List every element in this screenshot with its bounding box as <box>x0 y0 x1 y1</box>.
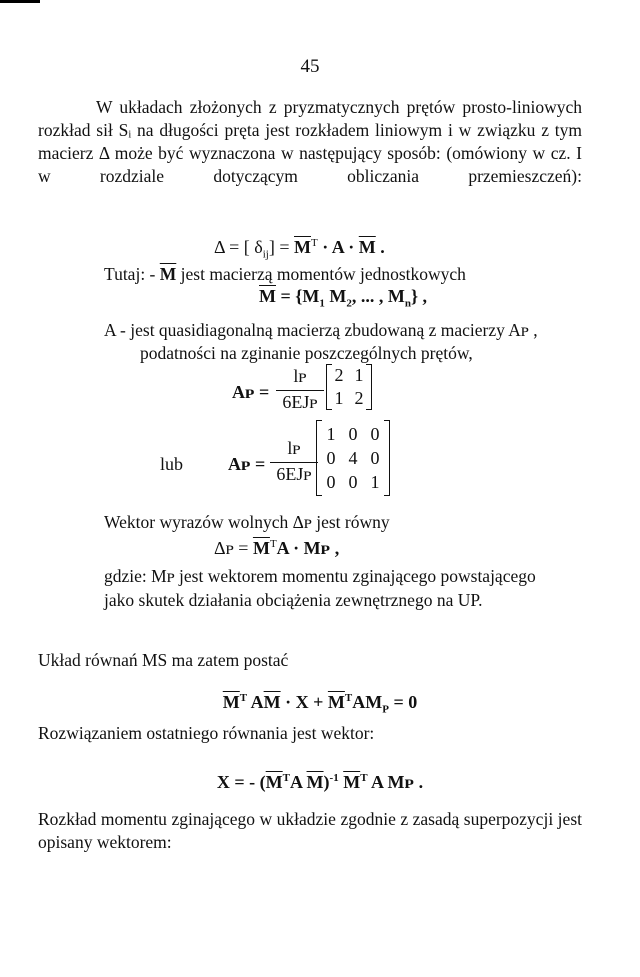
eq-ms-s2: T <box>344 692 353 704</box>
wektor-line: Wektor wyrazów wolnych Δᴘ jest równy <box>104 512 390 532</box>
ap1-den: 6EJᴘ <box>282 392 318 412</box>
eq-delta-end: . <box>375 237 385 257</box>
lub-label: lub <box>160 454 184 474</box>
eq-dp-sup: T <box>269 538 277 550</box>
eq-x-a: A <box>290 772 307 792</box>
ap2-cell: 0 <box>348 472 358 492</box>
ap2-num: lᴘ <box>287 438 301 458</box>
eq-x-inv: -1 <box>329 772 339 784</box>
paragraph-intro: W układach złożonych z pryzmatycznych prętów prosto-liniowych rozkład sił Sᵢ na długości pręta jest rozkładem liniowym i w związku z tym macierz Δ może być wyznaczona w następujący sposób: (omówiony w cz. I w rozdziale dotyczącym obliczania przemieszczeń): <box>38 97 582 186</box>
ap2-lhs: Aᴘ = <box>228 454 266 474</box>
a-description-line2: podatności na zginanie poszczególnych prętów, <box>140 343 473 363</box>
eq-delta-mt: $\overline{M}$ <box>294 237 311 257</box>
ap2-cell: 0 <box>326 448 336 468</box>
eq-m-dots: , ... , M <box>351 286 405 306</box>
paragraph-rozklad: Rozkład momentu zginającego w układzie zgodnie z zasadą superpozycji jest opisany wektorem: <box>38 809 582 852</box>
eq-delta-m: $\overline{M}$ <box>358 237 376 257</box>
eq-delta-rest: · A · <box>317 237 359 257</box>
ap2-cell: 0 <box>370 424 380 444</box>
ap2-cell: 0 <box>348 424 358 444</box>
eq-m-s1: 1 <box>319 297 325 310</box>
eq-delta-sub: ij <box>262 248 269 261</box>
eq-x-m1: $\overline{M}$ <box>265 772 283 792</box>
eq-m-s2: 2 <box>346 297 352 310</box>
eq-m-mid: M <box>324 286 347 306</box>
ap2-den: 6EJᴘ <box>276 464 312 484</box>
eq-x-s1: T <box>282 772 291 784</box>
eq-ms-m3: $\overline{M}$ <box>327 692 345 712</box>
eq-dp-rest: A · Mᴘ , <box>276 538 340 558</box>
eq-x-rest: A Mᴘ . <box>367 772 424 792</box>
ap2-cell: 0 <box>370 448 380 468</box>
ap1-cell: 2 <box>354 388 364 408</box>
a-description-line1: A - jest quasidiagonalną macierzą zbudowaną z macierzy Aᴘ , <box>104 320 538 340</box>
ap1-cell: 2 <box>334 365 344 385</box>
eq-dp-m: $\overline{M}$ <box>252 538 270 558</box>
eq-ms-a1: A <box>247 692 264 712</box>
eq-x-m2: $\overline{M}$ <box>306 772 324 792</box>
ap1-num: lᴘ <box>293 366 307 386</box>
scan-corner-mark <box>0 0 40 3</box>
tutaj-prefix: Tutaj: - <box>104 264 160 284</box>
eq-x-m3: $\overline{M}$ <box>343 772 361 792</box>
eq-delta-mid: ] = <box>268 237 294 257</box>
equation-x: X = - ($\overline{M}^TA$ $\overline{M})^{-1}$ $\overline{M}^T$ A Mᴘ . <box>216 772 424 792</box>
ap1-cell: 1 <box>334 388 344 408</box>
eq-ms-a2: AM <box>352 692 383 712</box>
rozw-line: Rozwiązaniem ostatniego równania jest wektor: <box>38 723 375 743</box>
eq-ms-sp: P <box>382 703 389 716</box>
eq-delta-sup: T <box>311 237 318 249</box>
eq-ms-p1: · X + <box>280 692 328 712</box>
eq-dp-lhs: Δᴘ = <box>214 538 253 558</box>
uklad-line: Układ równań MS ma zatem postać <box>38 650 289 670</box>
ap1-fraction-bar <box>276 390 324 391</box>
gdzie-line2: jako skutek działania obciążenia zewnętrznego na UP. <box>104 590 483 610</box>
ap2-matrix <box>316 420 390 496</box>
eq-ms-m1: $\overline{M}$ <box>222 692 240 712</box>
ap2-cell: 4 <box>348 448 358 468</box>
equation-m-vector <box>259 286 427 310</box>
ap2-cell: 0 <box>326 472 336 492</box>
eq-ms-m2: $\overline{M}$ <box>263 692 281 712</box>
eq-m-text: = {M <box>276 286 320 306</box>
eq-x-s2: T <box>360 772 368 784</box>
ap2-cell: 1 <box>370 472 380 492</box>
equation-delta <box>214 237 385 261</box>
eq-ms-end: = 0 <box>388 692 418 712</box>
equation-delta-p <box>214 538 339 559</box>
equation-ms <box>0 692 640 716</box>
ap1-cell: 1 <box>354 365 364 385</box>
eq-ms-s1: T <box>239 692 248 704</box>
tutaj-m: $\overline{M}$ <box>159 264 177 284</box>
eq-m-end: } , <box>410 286 428 306</box>
gdzie-line1: gdzie: Mᴘ jest wektorem momentu zginającego powstającego <box>104 566 536 586</box>
eq-m-m: $\overline{M}$ <box>259 286 276 306</box>
ap1-lhs: Aᴘ = <box>232 382 270 402</box>
tutaj-text: jest macierzą momentów jednostkowych <box>176 264 466 284</box>
ap2-fraction-bar <box>270 462 318 463</box>
eq-m-sn: n <box>404 297 411 310</box>
ap1-matrix <box>326 364 372 410</box>
eq-x-lhs: X = - ( <box>216 772 266 792</box>
page-number: 45 <box>300 56 320 77</box>
ap2-cell: 1 <box>326 424 336 444</box>
tutaj-line <box>104 264 466 285</box>
eq-delta-lhs: Δ = [ δ <box>214 237 263 257</box>
